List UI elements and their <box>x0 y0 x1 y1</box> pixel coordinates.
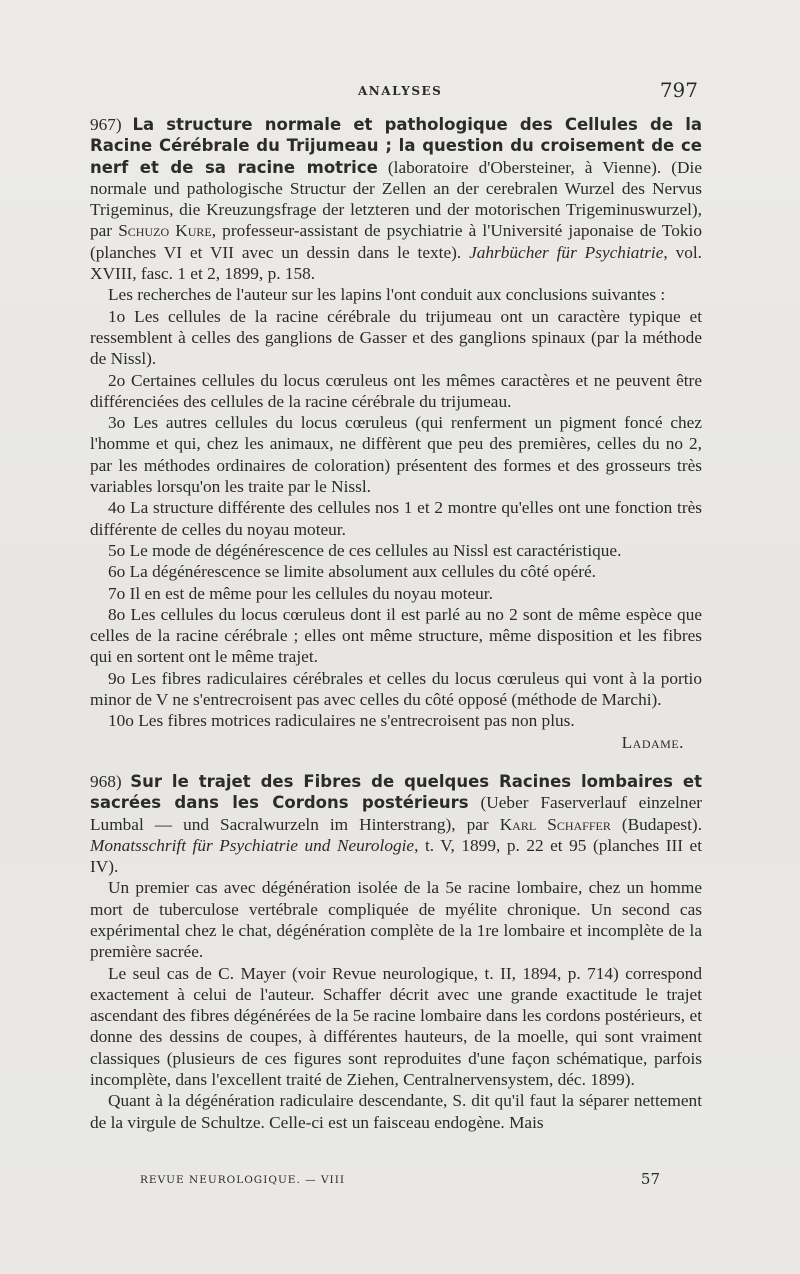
paragraph: Le seul cas de C. Mayer (voir Revue neurologique, t. II, 1894, p. 714) correspond exactement à celui de l'auteur. Schaffer décrit avec une grande exactitude le trajet ascendant des fibres dégénérées de la 5e racine lombaire dans les cordons postérieurs, et donne des dessins de coupes, à différentes hauteurs, de la moelle, qui sont vraiment classiques (plusieurs de ces figures sont reproduites d'une façon schématique, parfois incomplète, dans l'excellent traité de Ziehen, Centralnervensystem, déc. 1899). <box>90 963 702 1090</box>
entry-affiliation: (Budapest). <box>610 814 703 834</box>
footer-signature-mark: 57 <box>640 1170 660 1188</box>
page-header <box>120 78 700 104</box>
paragraph: Quant à la dégénération radiculaire descendante, S. dit qu'il faut la séparer nettement de la virgule de Schultze. Celle-ci est un faisceau endogène. Mais <box>90 1091 702 1132</box>
entry-journal: Jahrbücher für Psychiatrie <box>469 242 664 262</box>
entry-heading <box>90 771 702 877</box>
entry-journal: Monatsschrift für Psychiatrie und Neurologie <box>90 835 415 855</box>
paragraph: 8o Les cellules du locus cœruleus dont il est parlé au no 2 sont de même espèce que celles de la racine cérébrale ; elles ont même structure, même disposition et les fibres qui en sortent ont le même trajet. <box>90 604 702 667</box>
paragraph: 2o Certaines cellules du locus cœruleus ont les mêmes caractères et ne peuvent être différenciées des cellules de la racine cérébrale du trijumeau. <box>90 370 702 411</box>
entry-title: Sur le trajet des Fibres de quelques Racines lombaires et sacrées dans les Cordons postérieurs <box>90 771 702 813</box>
page-number: 797 <box>659 78 698 102</box>
abstract-entry <box>90 114 702 753</box>
entry-author: Karl Schaffer <box>499 814 611 834</box>
entry-subtitle: (laboratoire d'Obersteiner, à Vienne). (Die normale und pathologische Structur der Zellen an der cerebralen Wurzel des Nervus Trigeminus, die Kreuzungsfrage der letzteren und der motorischen Trigeminuswurzel), par <box>90 157 702 241</box>
paragraph: 6o La dégénérescence se limite absolument aux cellules du côté opéré. <box>108 562 596 582</box>
page-footer <box>140 1170 660 1188</box>
footer-journal: REVUE NEUROLOGIQUE. — VIII <box>140 1174 345 1186</box>
paragraph: 7o Il en est de même pour les cellules du noyau moteur. <box>108 583 493 603</box>
paragraph: 4o La structure différente des cellules nos 1 et 2 montre qu'elles ont une fonction très différente de celles du noyau moteur. <box>90 498 702 539</box>
entry-title: La structure normale et pathologique des Cellules de la Racine Cérébrale du Trijumeau ; la question du croisement de ce nerf et de sa racine motrice <box>90 115 702 177</box>
running-title: ANALYSES <box>358 84 443 98</box>
paragraph: 1o Les cellules de la racine cérébrale du trijumeau ont un caractère typique et ressemblent à celles des ganglions de Gasser et des ganglions spinaux (par la méthode de Nissl). <box>90 306 702 369</box>
entry-citation: , t. V, 1899, p. 22 et 95 (planches III et IV). <box>90 835 702 877</box>
paragraph: Les recherches de l'auteur sur les lapins l'ont conduit aux conclusions suivantes : <box>108 285 666 305</box>
abstract-entry <box>90 771 702 1133</box>
entry-author: Schuzo Kure <box>118 221 212 241</box>
paragraph: 10o Les fibres motrices radiculaires ne s'entrecroisent pas non plus. <box>108 711 575 731</box>
entry-subtitle: (Ueber Faserverlauf einzelner Lumbal — und Sacralwurzeln im Hinterstrang), par <box>90 793 703 834</box>
entry-heading <box>90 114 702 284</box>
paragraph: 9o Les fibres radiculaires cérébrales et celles du locus cœruleus qui vont à la portio minor de V ne s'entrecroisent pas avec celles du côté opposé (méthode de Marchi). <box>90 668 702 710</box>
entry-number: 968) <box>90 771 122 791</box>
entry-number: 967) <box>90 115 122 134</box>
entry-spacer <box>90 753 702 771</box>
reviewer-signature: Ladame. <box>621 732 684 752</box>
paragraph: 3o Les autres cellules du locus cœruleus (qui renferment un pigment foncé chez l'homme et qui, chez les animaux, ne diffèrent que peu des premières, celles du no 2, par les méthodes ordinaires de coloration) présentent des formes et des grosseurs très variables lorsqu'on les traite par le Nissl. <box>90 413 702 497</box>
page-body <box>90 114 702 1133</box>
paragraph: 5o Le mode de dégénérescence de ces cellules au Nissl est caractéristique. <box>108 540 622 560</box>
paragraph: Un premier cas avec dégénération isolée de la 5e racine lombaire, chez un homme mort de tuberculose vertébrale compliquée de myélite chronique. Un second cas expérimental chez le chat, dégénération complète de la 1re lombaire et incomplète de la première sacrée. <box>90 878 702 962</box>
entry-citation: , vol. XVIII, fasc. 1 et 2, 1899, p. 158. <box>90 242 702 284</box>
entry-affiliation: , professeur-assistant de psychiatrie à l'Université japonaise de Tokio (planches VI et VII avec un dessin dans le texte). <box>90 221 702 262</box>
